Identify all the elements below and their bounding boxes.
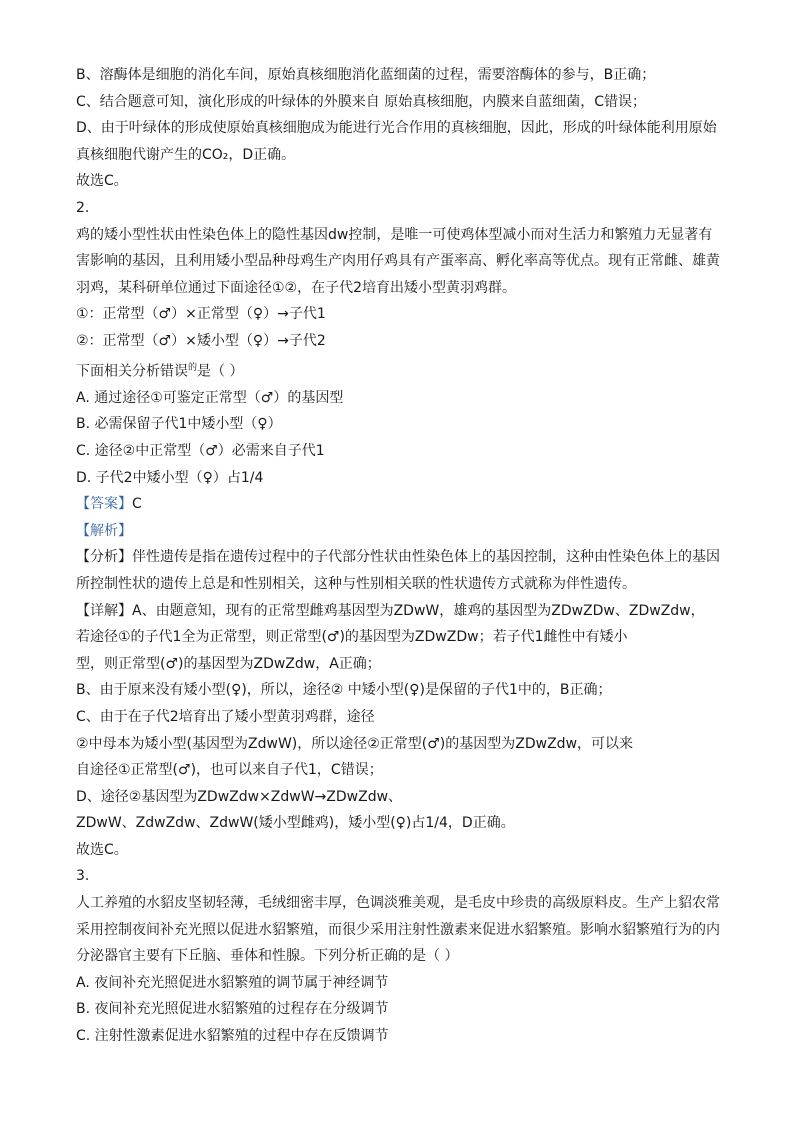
text-line: 故选C。	[76, 173, 128, 190]
option-a: A. 通过途径①可鉴定正常型（♂）的基因型	[76, 389, 344, 406]
stem-superscript: 的	[188, 362, 198, 373]
option-a: A. 夜间补充光照促进水貂繁殖的调节属于神经调节	[76, 974, 389, 991]
option-d: D. 子代2中矮小型（♀）占1/4	[76, 469, 264, 486]
text-line: ZDwW、ZdwZdw、ZdwW(矮小型雌鸡)，矮小型(♀)占1/4，D正确。	[76, 815, 515, 832]
text-line: ②中母本为矮小型(基因型为ZdwW)，所以途径②正常型(♂)的基因型为ZDwZdw，可以来	[76, 735, 634, 752]
option-c: C. 途径②中正常型（♂）必需来自子代1	[76, 442, 325, 459]
question-stem	[76, 355, 726, 385]
question-number: 3.	[76, 868, 90, 885]
text-line: 鸡的矮小型性状由性染色体上的隐性基因dw控制，是唯一可使鸡体型减小而对生活力和繁殖力无显著有	[76, 226, 713, 243]
text-line: ①：正常型（♂）×正常型（♀）→子代1	[76, 306, 326, 323]
answer-tag: 【答案】	[76, 496, 132, 513]
text-line: 羽鸡，某科研单位通过下面途径①②，在子代2培育出矮小型黄羽鸡群。	[76, 279, 517, 296]
text-line: 人工养殖的水貂皮坚韧轻薄，毛绒细密丰厚，色调淡雅美观，是毛皮中珍贵的高级原料皮。生产上貂农常	[76, 895, 720, 912]
text-line: 【分析】伴性遗传是指在遗传过程中的子代部分性状由性染色体上的基因控制，这种由性染色体上的基因	[76, 549, 720, 566]
text-line: 真核细胞代谢产生的CO₂，D正确。	[76, 146, 296, 163]
text-line: B、溶酶体是细胞的消化车间，原始真核细胞消化蓝细菌的过程，需要溶酶体的参与，B正确；	[76, 67, 656, 83]
text-line: 分泌器官主要有下丘脑、垂体和性腺。下列分析正确的是（ ）	[76, 948, 459, 965]
text-line: 若途径①的子代1全为正常型，则正常型(♂)的基因型为ZDwZDw；若子代1雌性中有矮小	[76, 629, 628, 646]
answer-line	[76, 491, 726, 518]
analysis-tag: 【解析】	[76, 522, 132, 539]
text-line: 采用控制夜间补充光照以促进水貂繁殖，而很少采用注射性激素来促进水貂繁殖。影响水貂繁殖行为的内	[76, 921, 720, 938]
text-line: D、途径②基因型为ZDwZdw×ZdwW→ZDwZdw、	[76, 788, 403, 805]
text-line: 害影响的基因，且利用矮小型品种母鸡生产肉用仔鸡具有产蛋率高、孵化率高等优点。现有正常雌、雄黄	[76, 253, 720, 270]
option-b: B. 必需保留子代1中矮小型（♀）	[76, 416, 282, 433]
text-line: 所控制性状的遗传上总是和性别相关，这种与性别相关联的性状遗传方式就称为伴性遗传。	[76, 575, 636, 592]
text-line: D、由于叶绿体的形成使原始真核细胞成为能进行光合作用的真核细胞，因此，形成的叶绿体能利用原始	[76, 120, 717, 137]
text-line: 自途径①正常型(♂)，也可以来自子代1，C错误；	[76, 762, 383, 779]
text-line: C、由于在子代2培育出了矮小型黄羽鸡群，途径	[76, 708, 375, 725]
text-line: B、由于原来没有矮小型(♀)，所以，途径② 中矮小型(♀)是保留的子代1中的，B正确；	[76, 682, 612, 699]
analysis-heading	[76, 518, 726, 545]
stem-text: 下面相关分析错误	[76, 363, 188, 380]
document-body	[76, 62, 726, 1050]
text-line: 型，则正常型(♂)的基因型为ZDwZdw，A正确；	[76, 655, 381, 672]
option-b: B. 夜间补充光照促进水貂繁殖的过程存在分级调节	[76, 1001, 389, 1018]
option-c: C. 注射性激素促进水貂繁殖的过程中存在反馈调节	[76, 1028, 389, 1045]
text-line: 故选C。	[76, 841, 128, 858]
question-number: 2.	[76, 199, 90, 216]
text-line: 【详解】A、由题意知，现有的正常型雌鸡基因型为ZDwW，雄鸡的基因型为ZDwZDw、ZDwZdw，	[76, 602, 705, 619]
text-line: ②：正常型（♂）×矮小型（♀）→子代2	[76, 332, 326, 349]
stem-suffix: 是（ ）	[197, 363, 244, 380]
answer-value: C	[132, 496, 142, 513]
text-line: C、结合题意可知，演化形成的叶绿体的外膜来自 原始真核细胞，内膜来自蓝细菌，C错误；	[76, 93, 646, 110]
